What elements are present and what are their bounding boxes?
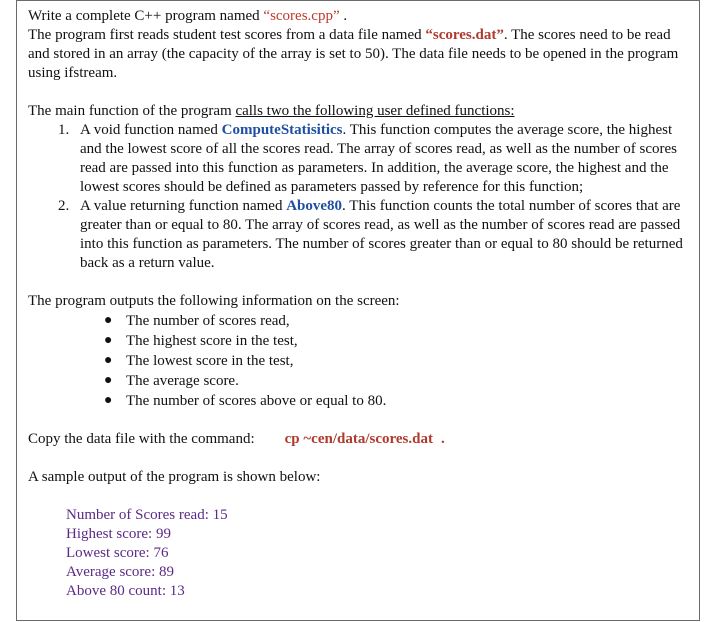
output-item: [28, 311, 688, 331]
output-item: [28, 371, 688, 391]
sample-output-line: Highest score: 99: [66, 526, 171, 542]
functions-list: [28, 121, 688, 273]
outputs-list: [28, 311, 688, 411]
function-item-number: 2.: [58, 198, 70, 214]
outputs-lead: The program outputs the following information on the screen:: [28, 293, 400, 309]
output-item-text: The lowest score in the test,: [126, 353, 294, 369]
output-item-text: The highest score in the test,: [126, 333, 298, 349]
sample-output-line: Lowest score: 76: [66, 545, 169, 561]
bullet-icon: ●: [104, 393, 113, 408]
function-item-post: . This function counts the total number of scores that are greater than or equal to 80. The array of scores read, as well as the number of scores read are passed into this function as parameters. The number of scores greater than or equal to 80 should be returned back as a return value.: [80, 198, 683, 271]
sample-output: [28, 506, 688, 601]
intro-line2-end: . The scores need to be read and stored in an array (the capacity of the array is set to 50). The data file needs to be opened in the program using ifstream.: [28, 27, 679, 81]
intro-line1-text: Write a complete C++ program named: [28, 8, 264, 24]
copy-command-trail: .: [440, 431, 445, 447]
function-name-above80: Above80: [286, 198, 343, 214]
sample-output-line: Above 80 count: 13: [66, 583, 185, 599]
copy-instruction: [28, 430, 688, 449]
bullet-icon: ●: [104, 333, 113, 348]
functions-lead: [28, 102, 688, 121]
bullet-icon: ●: [104, 313, 113, 328]
intro-line2-text: The program first reads student test scores from a data file named: [28, 27, 426, 43]
function-item-post: . This function computes the average score, the highest and the lowest score of all the scores read. The array of scores read, as well as the number of scores read are passed into this function as parameters. In addition, the average score, the highest and the lowest scores should be defined as parameters passed by reference for this function;: [80, 122, 677, 195]
output-item-text: The average score.: [126, 373, 239, 389]
function-item-pre: A void function named: [80, 122, 222, 138]
copy-label: Copy the data file with the command:: [28, 431, 255, 447]
sample-lead: A sample output of the program is shown below:: [28, 469, 321, 485]
function-item: [28, 121, 688, 197]
intro-line1-end: .: [339, 8, 348, 24]
output-item: [28, 331, 688, 351]
output-item: [28, 351, 688, 371]
output-item-text: The number of scores read,: [126, 313, 290, 329]
function-item-pre: A value returning function named: [80, 198, 287, 214]
output-item: [28, 391, 688, 411]
function-item-number: 1.: [58, 122, 70, 138]
bullet-icon: ●: [104, 373, 113, 388]
intro-paragraph: [28, 7, 688, 83]
output-item-text: The number of scores above or equal to 80.: [126, 393, 387, 409]
functions-lead-text: The main function of the program: [28, 103, 236, 119]
function-item: [28, 197, 688, 273]
assignment-document: [28, 7, 688, 601]
bullet-icon: ●: [104, 353, 113, 368]
functions-lead-underlined: calls two the following user defined functions:: [235, 103, 515, 119]
sample-output-line: Average score: 89: [66, 564, 175, 580]
intro-program-filename: “scores.cpp”: [263, 8, 340, 24]
copy-command: cp ~cen/data/scores.dat: [284, 431, 433, 447]
sample-output-line: Number of Scores read: 15: [66, 507, 228, 523]
intro-data-filename: “scores.dat”: [425, 27, 504, 43]
function-name-compute: ComputeStatisitics: [221, 122, 343, 138]
